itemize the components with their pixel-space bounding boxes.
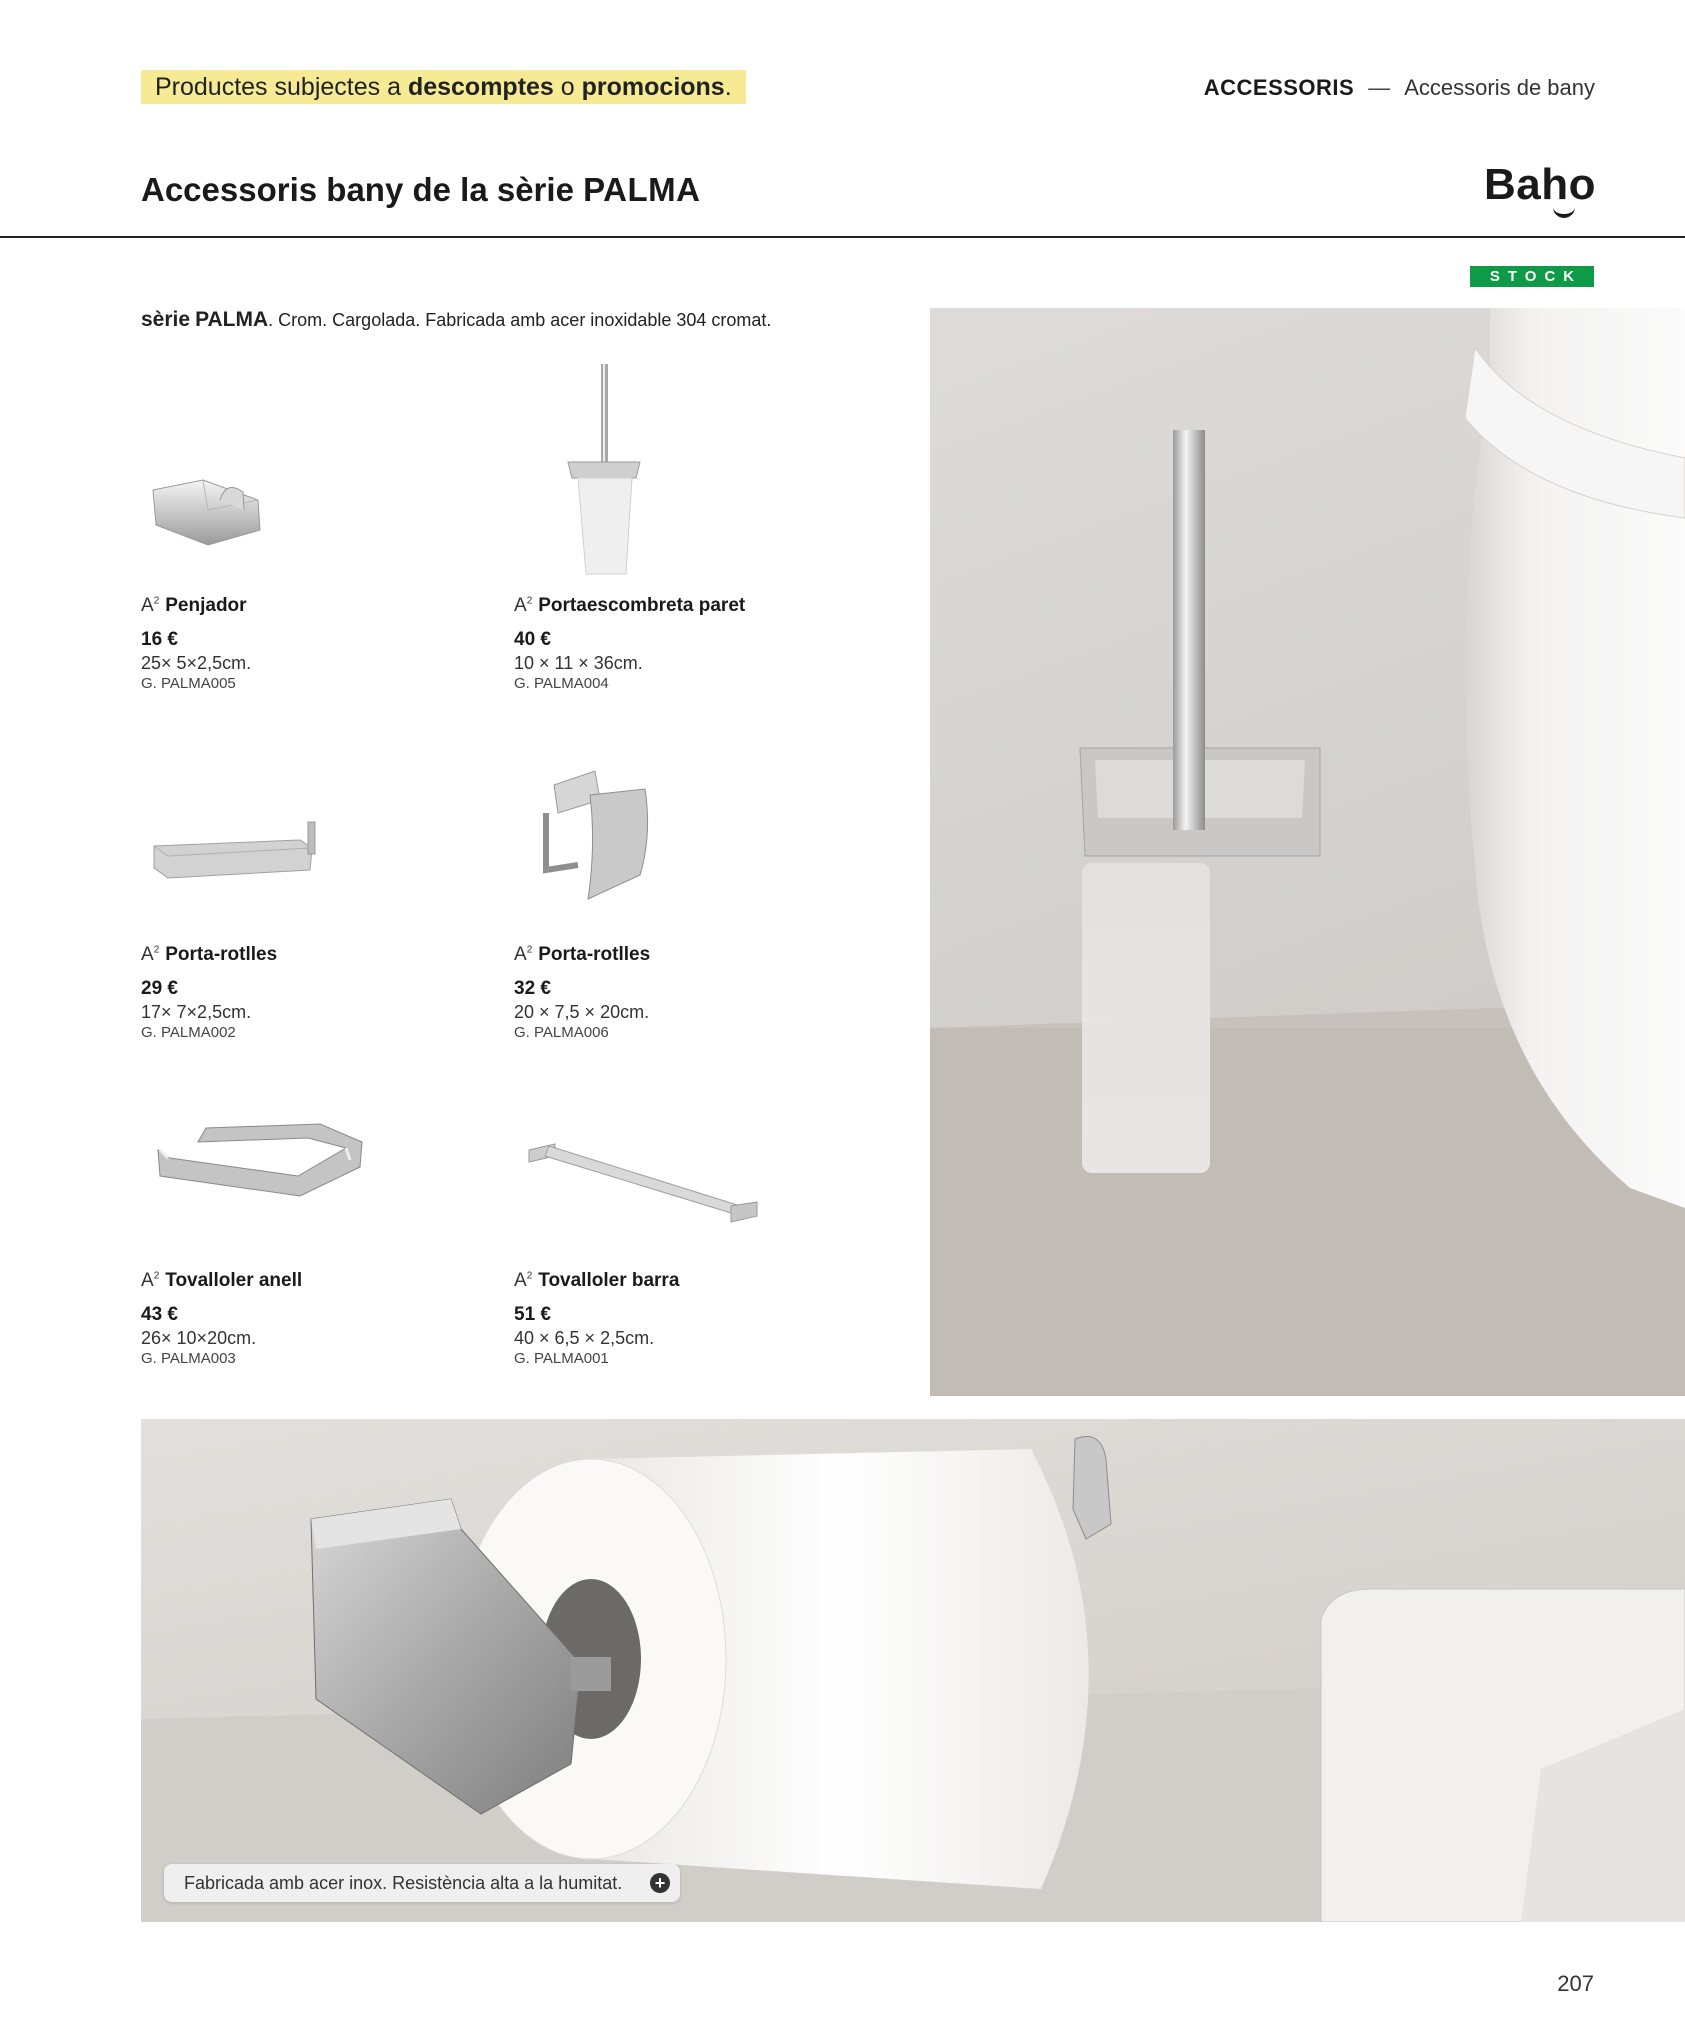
toilet-roll-photo <box>141 1419 1685 1922</box>
section-subcategory: Accessoris de bany <box>1404 75 1595 100</box>
energy-grade: $A^2$ <box>514 595 533 617</box>
section-category: ACCESSORIS <box>1203 75 1355 100</box>
product-name: $A^2$ Porta-rotlles <box>141 944 278 966</box>
product-dimensions: 17× 7×2,5cm. <box>141 1002 252 1023</box>
product-dimensions: 40 × 6,5 × 2,5cm. <box>514 1328 655 1349</box>
product-price: 51 € <box>514 1304 551 1326</box>
product-code: G. PALMA004 <box>514 675 609 693</box>
promo-text-promotions: promocions <box>581 73 725 101</box>
product-price: 43 € <box>141 1304 178 1326</box>
product-name: $A^2$ Penjador <box>141 595 247 617</box>
towel-ring-image <box>150 1112 370 1202</box>
toilet-roll-holder-cover-image <box>540 765 655 905</box>
section-dash: — <box>1368 75 1391 100</box>
product-card <box>514 1265 834 1369</box>
plus-icon[interactable]: + <box>650 1873 670 1893</box>
product-code: G. PALMA006 <box>514 1024 609 1042</box>
product-price: 29 € <box>141 978 178 1000</box>
product-name: $A^2$ Porta-rotlles <box>514 944 651 966</box>
toilet-roll-photo-scene <box>141 1419 1685 1922</box>
product-price: 32 € <box>514 978 551 1000</box>
toilet-brush-image <box>560 362 650 577</box>
product-card <box>141 590 461 694</box>
product-code: G. PALMA002 <box>141 1024 236 1042</box>
towel-bar-image <box>525 1136 765 1232</box>
promo-banner <box>141 70 746 104</box>
page-title <box>141 170 700 210</box>
stock-badge: STOCK <box>1470 266 1594 287</box>
product-dimensions: 26× 10×20cm. <box>141 1328 257 1349</box>
page-number: 207 <box>1557 1971 1594 1996</box>
section-breadcrumb <box>1204 74 1595 102</box>
robe-hook-image <box>148 470 268 550</box>
series-intro-label: sèrie <box>141 308 191 331</box>
toilet-brush-photo <box>930 308 1685 1396</box>
header-divider <box>0 236 1685 238</box>
energy-grade: $A^2$ <box>514 944 533 966</box>
product-card <box>141 1265 461 1369</box>
photo-caption <box>164 1864 680 1902</box>
product-dimensions: 10 × 11 × 36cm. <box>514 653 643 674</box>
series-intro <box>141 308 771 332</box>
photo-caption-text: Fabricada amb acer inox. Resistència alta a la humitat. <box>184 1873 623 1893</box>
product-dimensions: 25× 5×2,5cm. <box>141 653 252 674</box>
product-card <box>141 939 461 1043</box>
product-price: 16 € <box>141 629 178 651</box>
energy-grade: $A^2$ <box>141 1270 160 1292</box>
energy-grade: $A^2$ <box>141 595 160 617</box>
page-title-text: Accessoris bany de la sèrie <box>141 171 574 208</box>
energy-grade: $A^2$ <box>141 944 160 966</box>
promo-text-discounts: descomptes <box>407 73 554 101</box>
series-intro-text: . Crom. Cargolada. Fabricada amb acer inoxidable 304 cromat. <box>268 310 772 330</box>
promo-text-period: . <box>724 73 732 101</box>
toilet-roll-holder-image <box>150 818 320 888</box>
product-name: $A^2$ Portaescombreta paret <box>514 595 746 617</box>
series-intro-name: PALMA <box>195 308 269 331</box>
product-name: $A^2$ Tovalloler anell <box>141 1270 303 1292</box>
brand-logo: Baho <box>1484 160 1596 209</box>
promo-text-pre: Productes subjectes a <box>155 73 401 101</box>
promo-text-or: o <box>560 73 575 101</box>
product-dimensions: 20 × 7,5 × 20cm. <box>514 1002 650 1023</box>
product-card <box>514 590 834 694</box>
toilet-brush-photo-scene <box>930 308 1685 1396</box>
product-code: G. PALMA003 <box>141 1350 236 1368</box>
product-card <box>514 939 834 1043</box>
product-code: G. PALMA001 <box>514 1350 609 1368</box>
product-price: 40 € <box>514 629 551 651</box>
product-code: G. PALMA005 <box>141 675 236 693</box>
product-name: $A^2$ Tovalloler barra <box>514 1270 680 1292</box>
brand-logo-smile-icon <box>1553 207 1575 218</box>
page-title-serie: PALMA <box>583 171 701 208</box>
energy-grade: $A^2$ <box>514 1270 533 1292</box>
